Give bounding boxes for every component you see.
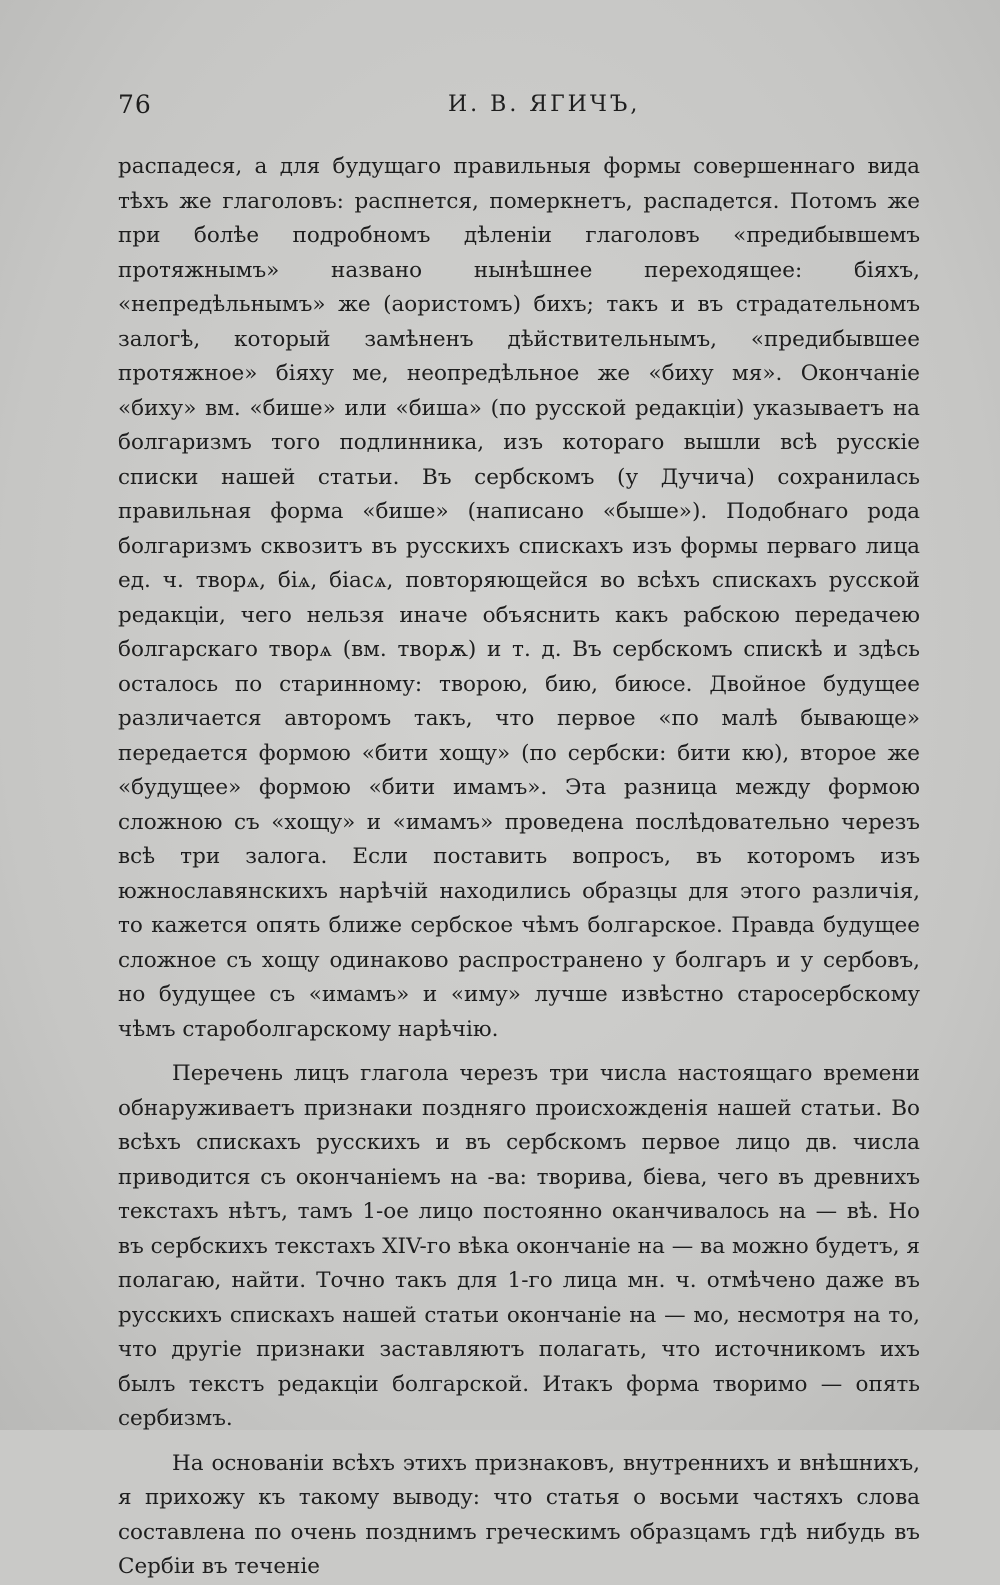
- paragraph-3: На основаніи всѣхъ этихъ признаковъ, внутреннихъ и внѣшнихъ, я прихожу къ такому выводу: что статья о восьми частяхъ слова составлена по очень позднимъ греческимъ образцамъ гдѣ нибудь въ Сербіи въ теченіе: [118, 1450, 920, 1579]
- page-number: 76: [118, 90, 152, 119]
- running-head: И. В. ЯГИЧЪ,: [448, 92, 641, 117]
- paragraph-2: Перечень лицъ глагола черезъ три числа настоящаго времени обнаруживаетъ признаки поздняго происхожденія нашей статьи. Во всѣхъ спискахъ русскихъ и въ сербскомъ первое лицо дв. числа приводится съ окончаніемъ на -ва: творива, біева, чего въ древнихъ текстахъ нѣтъ, тамъ 1-ое лицо постоянно оканчивалось на — вѣ. Но въ сербскихъ текстахъ XIV-го вѣка окончаніе на — ва можно будетъ, я полагаю, найти. Точно такъ для 1-го лица мн. ч. отмѣчено даже въ русскихъ спискахъ нашей статьи окончаніе на — мо, несмотря на то, что другіе признаки заставляютъ полагать, что источникомъ ихъ былъ текстъ редакціи болгарской. Итакъ форма творимо — опять сербизмъ.: [118, 1061, 920, 1431]
- body-text: [118, 150, 920, 1585]
- paragraph-1: распадеся, а для будущаго правильныя формы совершеннаго вида тѣхъ же глаголовъ: распнется, померкнетъ, распадется. Потомъ же при болѣе подробномъ дѣленіи глаголовъ «предибывшемъ протяжнымъ» названо нынѣшнее переходящее: біяхъ, «непредѣльнымъ» же (аористомъ) бихъ; такъ и въ страдательномъ залогѣ, который замѣненъ дѣйствительнымъ, «предибывшее протяжное» біяху ме, неопредѣльное же «биху мя». Окончаніе «биху» вм. «бише» или «биша» (по русской редакціи) указываетъ на болгаризмъ того подлинника, изъ котораго вышли всѣ русскіе списки нашей статьи. Въ сербскомъ (у Дучича) сохранилась правильная форма «бише» (написано «быше»). Подобнаго рода болгаризмъ сквозитъ въ русскихъ спискахъ изъ формы перваго лица ед. ч. творѧ, біѧ, біасѧ, повторяющейся во всѣхъ спискахъ русской редакціи, чего нельзя иначе объяснить какъ рабскою передачею болгарскаго творѧ (вм. творѫ) и т. д. Въ сербскомъ спискѣ и здѣсь осталось по старинному: творою, бию, биюсе. Двойное будущее различается авторомъ такъ, что первое «по малѣ бывающе» передается формою «бити хощу» (по сербски: бити кю), второе же «будущее» формою «бити имамъ». Эта разница между формою сложною съ «хощу» и «имамъ» проведена послѣдовательно черезъ всѣ три залога. Если поставить вопросъ, въ которомъ изъ южнославянскихъ нарѣчій находились образцы для этого различія, то кажется опять ближе сербское чѣмъ болгарское. Правда будущее сложное съ хощу одинаково распространено у болгаръ и у сербовъ, но будущее съ «имамъ» и «иму» лучше извѣстно старосербскому чѣмъ староболгарскому нарѣчію.: [118, 154, 920, 1042]
- page-header: [118, 90, 918, 130]
